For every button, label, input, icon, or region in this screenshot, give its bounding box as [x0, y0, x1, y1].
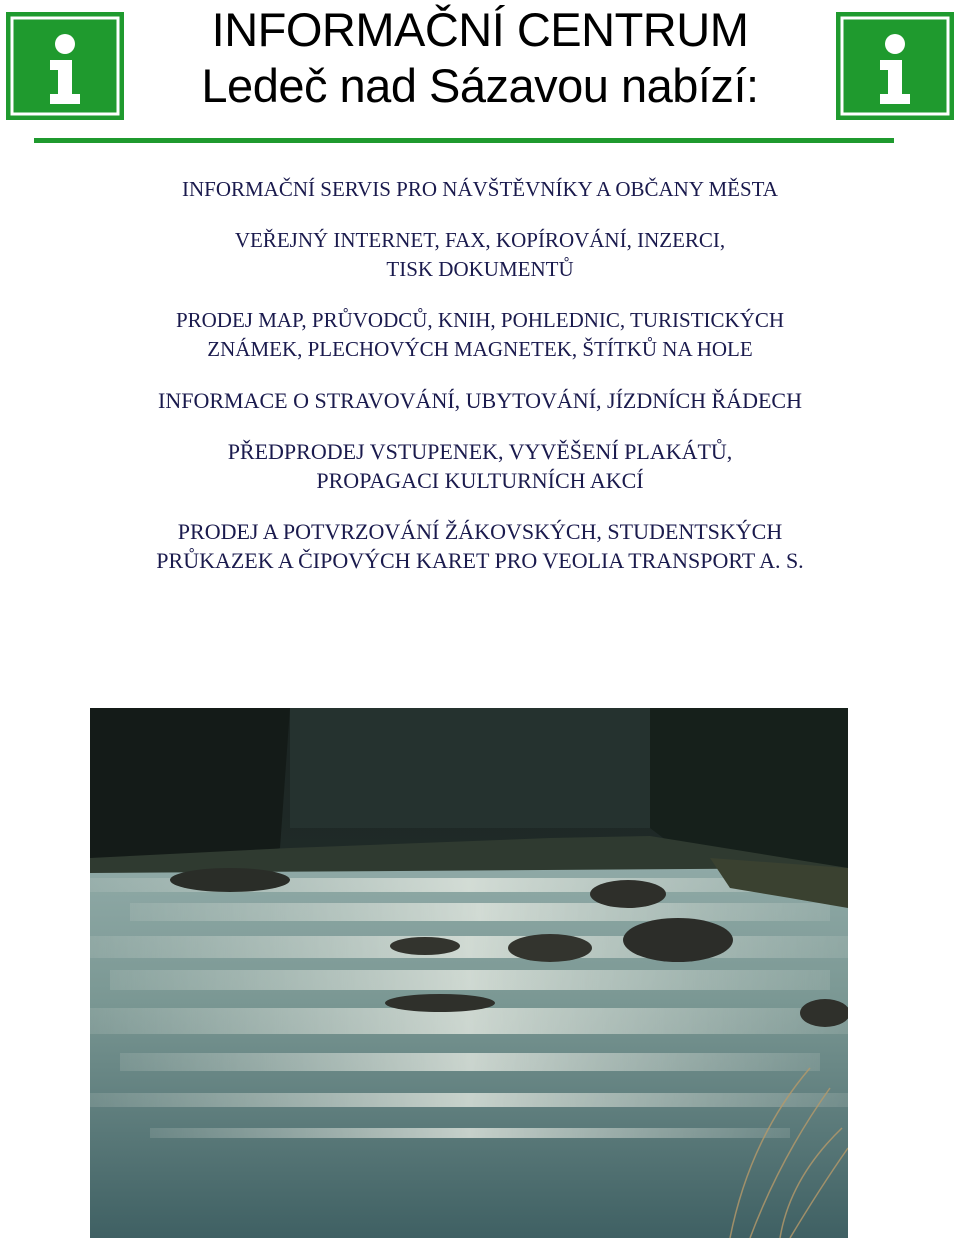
service-line: VEŘEJNÝ INTERNET, FAX, KOPÍROVÁNÍ, INZERCI, — [234, 228, 726, 252]
service-item — [0, 226, 960, 284]
service-item — [0, 517, 960, 575]
green-divider — [34, 138, 894, 143]
service-line: ZNÁMEK, PLECHOVÝCH MAGNETEK, ŠTÍTKŮ NA HOLE — [207, 337, 753, 361]
service-line: PROPAGACI KULTURNÍCH AKCÍ — [316, 468, 644, 493]
services-list — [0, 175, 960, 575]
title-line-1: INFORMAČNÍ CENTRUM — [211, 3, 749, 56]
service-item — [0, 437, 960, 495]
service-line: TISK DOKUMENTŮ — [386, 257, 574, 281]
info-icon — [836, 12, 954, 120]
service-line: PŘEDPRODEJ VSTUPENEK, VYVĚŠENÍ PLAKÁTŮ, — [227, 439, 733, 464]
service-line: PRODEJ A POTVRZOVÁNÍ ŽÁKOVSKÝCH, STUDENTSKÝCH — [177, 519, 783, 544]
service-line: PRODEJ MAP, PRŮVODCŮ, KNIH, POHLEDNIC, TURISTICKÝCH — [175, 308, 785, 332]
page-title — [130, 2, 830, 114]
river-rapids-photo — [90, 708, 848, 1238]
service-item — [0, 175, 960, 204]
service-item — [0, 386, 960, 415]
info-icon — [6, 12, 124, 120]
service-line: PRŮKAZEK A ČIPOVÝCH KARET PRO VEOLIA TRANSPORT A. S. — [156, 548, 804, 573]
title-line-2: Ledeč nad Sázavou nabízí: — [201, 59, 759, 112]
service-line: INFORMAČNÍ SERVIS PRO NÁVŠTĚVNÍKY A OBČANY MĚSTA — [182, 177, 778, 201]
service-line: INFORMACE O STRAVOVÁNÍ, UBYTOVÁNÍ, JÍZDNÍCH ŘÁDECH — [158, 388, 802, 413]
service-item — [0, 306, 960, 364]
